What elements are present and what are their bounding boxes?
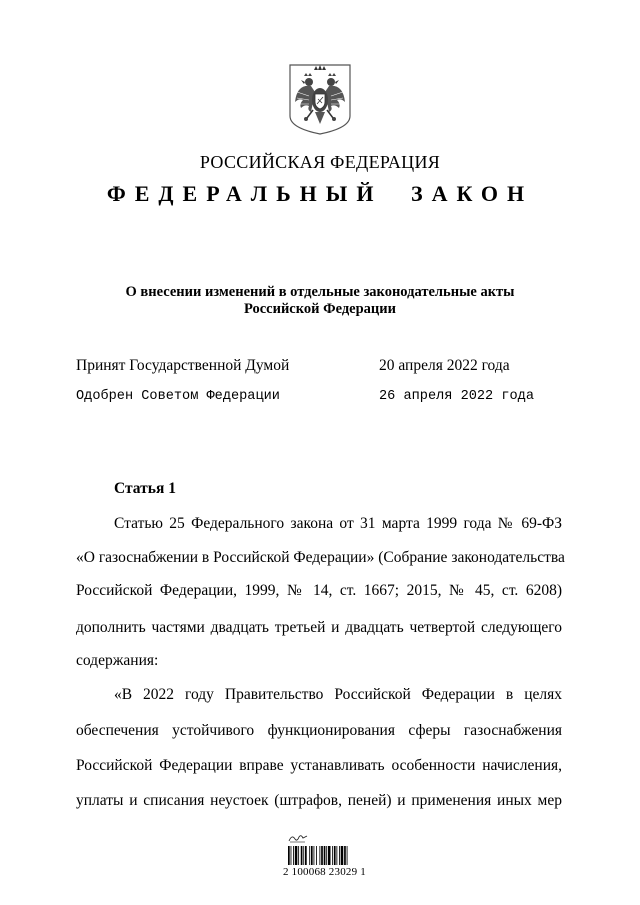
article-text-line: «О газоснабжении в Российской Федерации» (Собрание законодательства <box>76 549 565 566</box>
article-text-line: Российской Федерации вправе устанавливать особенности начисления, <box>76 757 562 774</box>
council-approval-label: Одобрен Советом Федерации <box>76 389 280 404</box>
signature-mark <box>288 833 308 843</box>
council-approval-date: 26 апреля 2022 года <box>379 389 534 404</box>
subject-line-1: О внесении изменений в отдельные законодательные акты <box>125 284 515 300</box>
country-name: РОССИЙСКАЯ ФЕДЕРАЦИЯ <box>199 152 441 172</box>
subject-line-2: Российской Федерации <box>243 301 396 317</box>
article-text-line: уплаты и списания неустоек (штрафов, пеней) и применения иных мер <box>76 792 562 809</box>
coat-of-arms-icon <box>287 62 353 136</box>
article-title: Статья 1 <box>114 480 176 497</box>
article-text-line: дополнить частями двадцать третьей и двадцать четвертой следующего <box>76 619 562 636</box>
duma-adoption-date: 20 апреля 2022 года <box>379 357 510 374</box>
law-subject <box>0 284 640 318</box>
article-text-line: содержания: <box>76 652 159 669</box>
barcode-icon <box>288 846 370 865</box>
document-type-title: ФЕДЕРАЛЬНЫЙ ЗАКОН <box>106 181 534 206</box>
article-text-line: обеспечения устойчивого функционирования сферы газоснабжения <box>76 722 562 739</box>
article-text-line: «В 2022 году Правительство Российской Федерации в целях <box>114 686 562 703</box>
duma-adoption-label: Принят Государственной Думой <box>76 357 290 374</box>
article-text-line: Статью 25 Федерального закона от 31 марта 1999 года № 69-ФЗ <box>114 515 562 532</box>
barcode-number: 2 100068 23029 1 <box>283 866 366 878</box>
article-text-line: Российской Федерации, 1999, № 14, ст. 1667; 2015, № 45, ст. 6208) <box>76 582 562 599</box>
